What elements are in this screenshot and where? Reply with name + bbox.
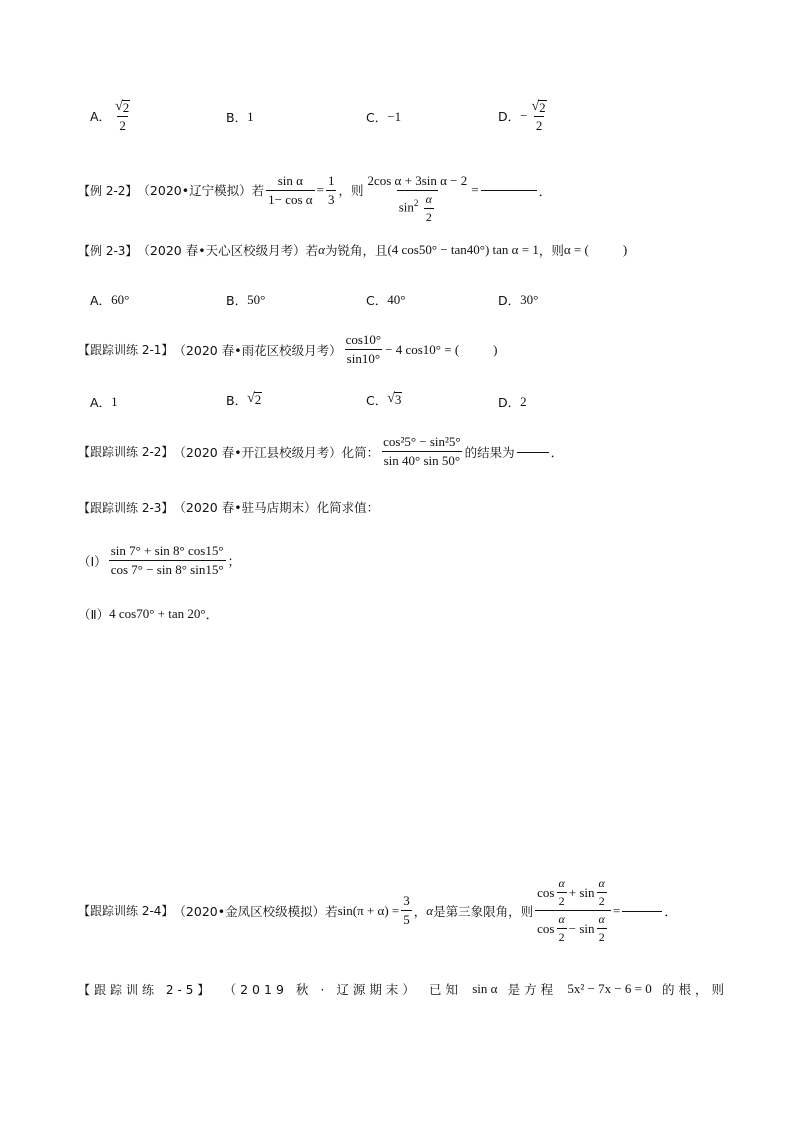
question-text: 是第三象限角，则 [433,903,534,919]
square-root: √ 3 [387,391,402,408]
numerator: α [598,876,605,890]
radicand: 2 [254,392,262,408]
tracking-2-5 [78,980,728,998]
fraction: √ 2 2 [115,99,130,134]
denominator: 2 [119,118,126,134]
sin-text: − sin [568,920,595,936]
question-source: （2020•金凤区校级模拟） [173,903,326,919]
option-text: 30° [520,292,539,307]
option-letter: D． [498,293,521,308]
question-source: （2020 春•雨花区校级月考） [173,342,342,358]
option-letter: D． [498,395,521,410]
period: ． [550,445,564,460]
sin-text: + sin [568,884,595,900]
option-text: 1 [247,109,254,124]
option-letter: B． [226,393,248,408]
half-angle-fraction [556,912,566,945]
question-source: （2020•辽宁模拟） [137,183,252,198]
comma: ， [413,903,427,919]
option-letter: C． [366,110,388,125]
answer-paren-open: α = ( [563,242,589,257]
question-tag: 【跟踪训练 2-5】 [78,982,214,997]
fraction [109,543,226,578]
option-letter: C． [366,393,388,408]
question-tag: 【例 2-2】 [78,183,138,198]
expression: 4 cos70° + tan 20° [109,605,206,621]
question-source: （2019 秋 · 辽源期末） [223,982,419,997]
numerator: α [598,912,605,926]
equation: (4 cos50° − tan40°) tan α = 1 [387,242,539,257]
question-text: 化简： [341,444,380,460]
half-angle-fraction [597,912,607,945]
denominator: 3 [327,191,335,207]
question-text: 的结果为 [464,444,515,460]
tracking-2-3-part-i [78,543,241,578]
option-letter: A． [90,293,112,308]
period: ． [538,183,552,199]
option-d [498,291,538,309]
answer-paren-close: ) [493,341,498,357]
radicand: 2 [122,100,130,115]
option-d [498,393,527,411]
half-angle-fraction [597,876,607,909]
sin-text: sin [398,199,414,215]
question-text: 为锐角，且 [324,243,388,258]
numerator: sin 7° + sin 8° cos15° [110,543,224,558]
equation: sin(π + α) = [337,902,400,918]
question-tag: 【跟踪训练 2-1】 [78,343,174,357]
answer-blank [517,451,549,453]
question-source: （2020 春•驻马店期末） [173,500,317,515]
question-text: 若 [251,183,265,198]
question-text: 若 [305,243,319,258]
denominator: 2 [598,930,605,944]
answer-paren-close: ) [622,242,628,257]
denominator: 2 [558,930,565,944]
denominator: 2 [425,210,432,224]
question-text: 的根，则 [661,982,728,997]
numerator: cos²5° − sin²5° [383,434,461,449]
option-text: 40° [387,292,406,307]
option-letter: D． [498,109,521,125]
denominator: 5 [403,912,410,927]
option-d [498,98,551,134]
question-text: 化简求值： [316,500,380,515]
expression: sin α [472,981,498,996]
exponent: 2 [413,198,419,209]
period: ． [205,607,219,622]
numerator: 1 [327,172,335,188]
question-source: （2020 春•开江县校级月考） [173,444,342,460]
option-prefix: − [520,108,528,124]
fraction [344,332,384,367]
alpha-symbol: α [318,242,325,257]
denominator: cos 7° − sin 8° sin15° [110,562,224,577]
cos-text: cos [537,884,555,900]
option-letter: A． [90,109,112,125]
option-letter: B． [226,110,248,125]
option-text: −1 [387,109,402,124]
period: ． [664,904,678,919]
question-source: （2020 春•天心区校级月考） [137,243,306,258]
question-tag: 【例 2-3】 [78,243,138,258]
alpha-symbol: α [426,902,434,918]
numerator: sin α [277,172,303,188]
equals-sign: = [612,902,621,918]
question-text: ，则 [538,243,564,258]
denominator: 2 [598,894,605,908]
equation: − 4 cos10° = ( [385,341,460,357]
tracking-2-3-part-ii [78,604,219,623]
option-a [90,393,118,411]
fraction [401,893,412,928]
example-2-3 [78,241,627,259]
option-letter: B． [226,293,248,308]
numerator: α [558,912,565,926]
option-text: 2 [520,394,527,409]
square-root: √ 2 [247,391,262,408]
option-c [366,291,405,309]
fraction [365,173,469,225]
tracking-2-4 [78,876,677,945]
part-label: （Ⅰ） [78,553,107,569]
question-text: 是方程 [507,982,558,997]
question-tag: 【跟踪训练 2-2】 [78,445,174,459]
part-label: （Ⅱ） [78,606,110,622]
question-text: 已知 [429,982,463,997]
option-b [226,291,265,309]
option-b [226,108,254,126]
example-2-2 [78,155,552,225]
question-text: 若 [325,903,338,919]
denominator: 2 [558,894,565,908]
question-tag: 【跟踪训练 2-3】 [78,500,174,515]
question-text: ，则 [338,183,364,198]
equals-sign: = [316,182,324,197]
tracking-2-3 [78,498,379,516]
denominator: sin 40° sin 50° [383,453,461,468]
numerator: 2cos α + 3sin α − 2 [367,173,468,188]
denominator [535,910,611,945]
fraction [326,173,337,208]
numerator: 3 [403,893,410,908]
radicand: 3 [394,392,402,408]
option-a [90,98,134,134]
option-c [366,391,402,409]
tracking-2-1 [78,332,498,367]
question-tag: 【跟踪训练 2-4】 [78,904,174,918]
fraction [266,173,314,208]
option-c [366,108,401,126]
option-text: 60° [111,292,130,307]
fraction: √ 2 2 [531,99,546,134]
option-letter: C． [366,293,388,308]
option-letter: A． [90,395,112,410]
half-angle-fraction [556,876,566,909]
option-text: 50° [247,292,266,307]
numerator: α [558,876,565,890]
answer-blank [481,189,537,191]
option-b [226,391,262,409]
denominator: sin10° [346,351,381,366]
fraction [381,434,463,469]
tracking-2-2 [78,434,564,469]
denominator: 1− cos α [268,191,313,207]
answer-blank [622,910,662,912]
option-a [90,291,129,309]
equation: 5x² − 7x − 6 = 0 [567,981,652,996]
big-fraction [535,876,611,945]
denominator [397,190,438,225]
option-text: 1 [111,394,118,409]
half-angle-fraction [424,192,434,225]
denominator: 2 [535,118,543,134]
equals-sign: = [471,182,479,197]
cos-text: cos [537,920,555,936]
numerator: α [425,192,432,206]
numerator [535,876,611,910]
numerator: cos10° [345,332,382,347]
radicand: 2 [539,100,546,115]
semicolon: ； [227,554,241,569]
